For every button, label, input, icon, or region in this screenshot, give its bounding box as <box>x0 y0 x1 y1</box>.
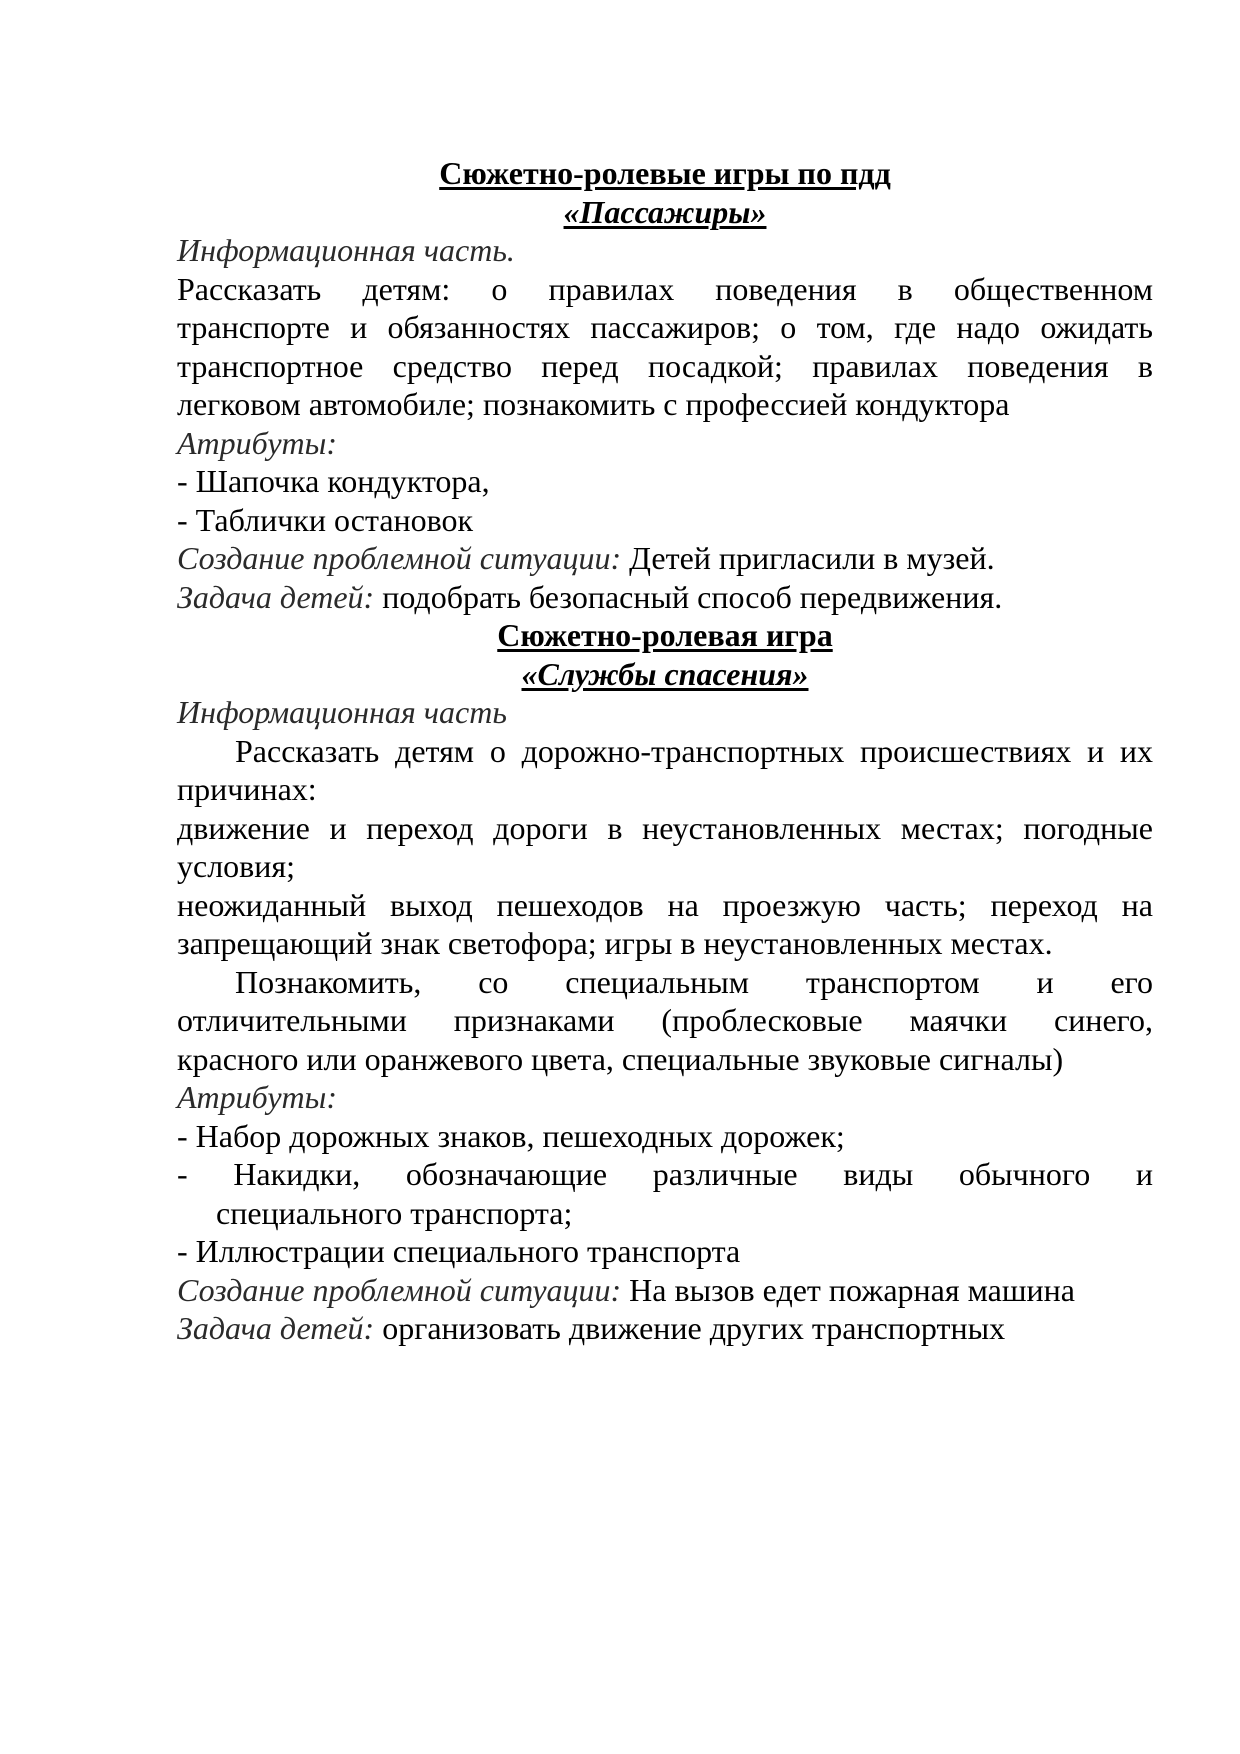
task-text: подобрать безопасный способ передвижения. <box>374 578 1003 615</box>
section1-info-label: Информационная часть. <box>177 232 515 268</box>
problem-label: Создание проблемной ситуации: <box>177 1271 622 1308</box>
problem-text: На вызов едет пожарная машина <box>621 1271 1075 1308</box>
paragraph-line: запрещающий знак светофора; игры в неустановленных местах. <box>177 925 1053 961</box>
section2-problem <box>177 1271 1153 1310</box>
attribute-item: - Шапочка кондуктора, <box>177 463 490 499</box>
section1-title: Сюжетно-ролевые игры по пдд <box>439 155 891 191</box>
attribute-item: - Накидки, обозначающие различные виды обычного и <box>177 1156 1153 1192</box>
paragraph-line: транспортное средство перед посадкой; правилах поведения в <box>177 347 1153 384</box>
section2-task <box>177 1309 1153 1348</box>
attribute-item: - Иллюстрации специального транспорта <box>177 1233 741 1269</box>
attribute-item: - Набор дорожных знаков, пешеходных дорожек; <box>177 1117 845 1154</box>
section2-title: Сюжетно-ролевая игра <box>497 617 833 653</box>
problem-label: Создание проблемной ситуации: <box>177 540 622 576</box>
task-label: Задача детей: <box>177 1310 375 1346</box>
section2-subtitle: «Службы спасения» <box>521 655 809 692</box>
task-label: Задача детей: <box>177 578 375 615</box>
paragraph-line: транспорте и обязанностях пассажиров; о том, где надо ожидать <box>177 309 1153 345</box>
paragraph-line: движение и переход дороги в неустановленных местах; погодные <box>177 809 1153 846</box>
paragraph-line: отличительными признаками (проблесковые маячки синего, <box>177 1002 1153 1038</box>
section2-attributes-label: Атрибуты: <box>177 1079 337 1115</box>
section1-subtitle: «Пассажиры» <box>563 193 767 230</box>
paragraph-line: Познакомить, со специальным транспортом и его <box>235 963 1153 1000</box>
paragraph-line: красного или оранжевого цвета, специальные звуковые сигналы) <box>177 1040 1064 1077</box>
document-page <box>177 154 1153 1348</box>
paragraph-line: Рассказать детям о дорожно-транспортных происшествиях и их <box>235 732 1153 769</box>
attribute-item: - Таблички остановок <box>177 501 474 538</box>
paragraph-line: условия; <box>177 848 296 884</box>
paragraph-line: легковом автомобиле; познакомить с профессией кондуктора <box>177 386 1010 422</box>
section2-info-label: Информационная часть <box>177 694 507 730</box>
section1-problem <box>177 539 1153 578</box>
paragraph-line: причинах: <box>177 771 317 807</box>
section1-task <box>177 578 1153 617</box>
problem-text: Детей пригласили в музей. <box>621 540 995 576</box>
paragraph-line: неожиданный выход пешеходов на проезжую часть; переход на <box>177 886 1153 923</box>
task-text: организовать движение других транспортных <box>374 1310 1006 1346</box>
attribute-item: специального транспорта; <box>216 1194 573 1231</box>
section1-attributes-label: Атрибуты: <box>177 424 337 461</box>
paragraph-line: Рассказать детям: о правилах поведения в общественном <box>177 270 1153 307</box>
